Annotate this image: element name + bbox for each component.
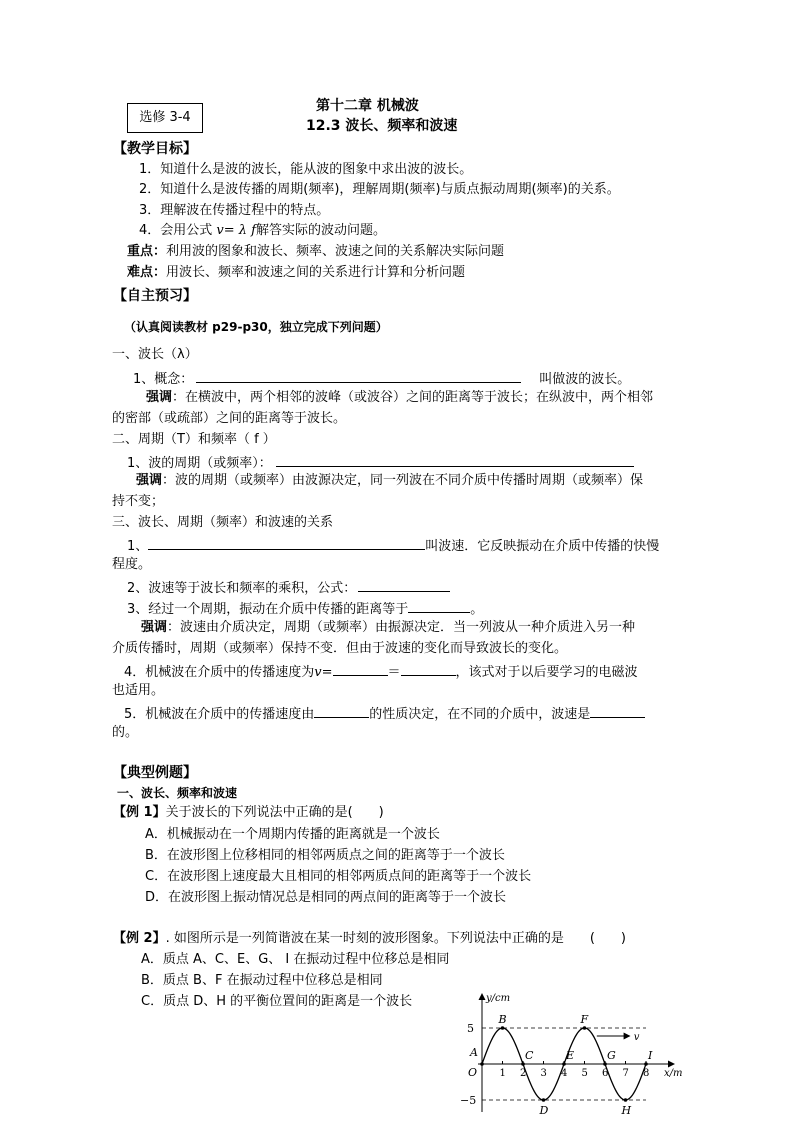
difficult-point-text: 用波长、频率和波速之间的关系进行计算和分析问题 bbox=[166, 265, 466, 280]
y-axis-label: y/cm bbox=[486, 993, 511, 1004]
relation-item-5-cont: 的。 bbox=[112, 725, 139, 740]
relation-item-4-suffix: ，该式对于以后要学习的电磁波 bbox=[455, 665, 638, 680]
wavelength-concept bbox=[133, 368, 630, 389]
emphasis-text: ：波速由介质决定，周期（或频率）由振源决定．当一列波从一种介质进入另一种 bbox=[167, 620, 636, 635]
relation-item-3-end: 。 bbox=[470, 602, 484, 617]
medium-blank[interactable] bbox=[314, 703, 369, 718]
difficult-point bbox=[127, 264, 465, 282]
preview-note: （认真阅读教材 p29-p30，独立完成下列问题） bbox=[124, 320, 388, 334]
x-tick-label: 5 bbox=[581, 1068, 588, 1079]
relation-item-5-mid: 的性质决定，在不同的介质中，波速是 bbox=[369, 707, 591, 722]
relation-item-5-text: 5．机械波在介质中的传播速度由 bbox=[124, 707, 315, 722]
x-tick-label: 4 bbox=[561, 1068, 568, 1079]
relation-item-2-text: 2、波速等于波长和频率的乘积，公式： bbox=[127, 581, 357, 596]
wave-point bbox=[562, 1062, 566, 1066]
distance-blank[interactable] bbox=[408, 598, 470, 613]
section-relation-title: 三、波长、周期（频率）和波速的关系 bbox=[112, 515, 334, 530]
emphasis-text: ：在横波中，两个相邻的波峰（或波谷）之间的距离等于波长；在纵波中，两个相邻 bbox=[172, 390, 654, 405]
velocity-label: v bbox=[633, 1032, 640, 1043]
example-2-label: 【例 2】 bbox=[113, 931, 166, 946]
relation-item-4-cont: 也适用。 bbox=[112, 683, 165, 698]
emphasis-label: 强调 bbox=[146, 390, 173, 405]
section-wavelength-title: 一、波长（λ） bbox=[112, 347, 198, 362]
speed-difference-blank[interactable] bbox=[590, 703, 645, 718]
wave-point bbox=[644, 1062, 648, 1066]
relation-emphasis-cont: 介质传播时，周期（或频率）保持不变．但由于波速的变化而导致波长的变化。 bbox=[112, 641, 568, 656]
emphasis-label: 强调 bbox=[136, 473, 163, 488]
x-tick-label: 8 bbox=[643, 1068, 650, 1079]
x-tick-label: 6 bbox=[602, 1068, 609, 1079]
goal-item-1: 1．知道什么是波的波长，能从波的图象中求出波的波长。 bbox=[139, 162, 473, 177]
x-tick-label: 7 bbox=[622, 1068, 629, 1079]
examples-heading: 【典型例题】 bbox=[113, 765, 197, 781]
examples-subheading: 一、波长、频率和波速 bbox=[117, 786, 238, 800]
goal-item-4-text-b: 解答实际的波动问题。 bbox=[255, 223, 386, 238]
speed-blank-2[interactable] bbox=[401, 661, 456, 676]
period-emphasis bbox=[136, 472, 643, 490]
point-label: A bbox=[470, 1046, 478, 1059]
wave-point bbox=[480, 1062, 484, 1066]
section-period-title: 二、周期（T）和频率（ f ） bbox=[112, 432, 276, 447]
chapter-title: 第十二章 机械波 bbox=[316, 98, 419, 114]
formula-blank[interactable] bbox=[358, 577, 450, 592]
speed-blank-1[interactable] bbox=[333, 661, 388, 676]
key-point bbox=[127, 243, 504, 261]
point-label: I bbox=[648, 1049, 653, 1062]
example-2-option-a: A．质点 A、C、E、G、 I 在振动过程中位移总是相同 bbox=[141, 952, 450, 967]
example-2-text: . 如图所示是一列简谐波在某一时刻的波形图象。下列说法中正确的是 ( ) bbox=[165, 931, 626, 946]
example-1-text: 关于波长的下列说法中正确的是( ) bbox=[165, 805, 384, 820]
v-symbol: v= bbox=[314, 665, 333, 680]
relation-item-4-text: 4．机械波在介质中的传播速度为 bbox=[124, 665, 315, 680]
period-item bbox=[127, 452, 634, 473]
y-tick-label: 5 bbox=[467, 1022, 474, 1035]
x-tick-label: 1 bbox=[499, 1068, 506, 1079]
x-tick-label: 2 bbox=[520, 1068, 527, 1079]
point-label: D bbox=[539, 1104, 549, 1117]
goal-item-2: 2．知道什么是波传播的周期(频率)，理解周期(频率)与质点振动周期(频率)的关系。 bbox=[139, 182, 620, 197]
relation-item-1 bbox=[127, 535, 659, 556]
wave-speed-definition-blank[interactable] bbox=[148, 535, 425, 550]
emphasis-text: ：波的周期（或频率）由波源决定，同一列波在不同介质中传播时周期（或频率）保 bbox=[162, 473, 644, 488]
wavelength-emphasis bbox=[146, 389, 653, 407]
point-label: H bbox=[621, 1104, 632, 1117]
difficult-point-label: 难点： bbox=[127, 265, 167, 280]
wavelength-concept-label: 1、概念： bbox=[133, 372, 194, 387]
preview-heading: 【自主预习】 bbox=[113, 288, 197, 304]
relation-item-2 bbox=[127, 577, 450, 598]
example-2-option-b: B．质点 B、F 在振动过程中位移总是相同 bbox=[141, 973, 383, 988]
example-2-option-c: C．质点 D、H 的平衡位置间的距离是一个波长 bbox=[141, 994, 413, 1009]
relation-item-1-cont: 程度。 bbox=[112, 557, 152, 572]
example-1-question bbox=[113, 804, 384, 822]
wave-point bbox=[542, 1098, 546, 1102]
point-label: E bbox=[566, 1049, 575, 1062]
example-1-option-c: C．在波形图上速度最大且相同的相邻两质点间的距离等于一个波长 bbox=[145, 869, 532, 884]
section-title: 12.3 波长、频率和波速 bbox=[306, 118, 458, 134]
elective-tag: 选修 3-4 bbox=[127, 103, 203, 133]
velocity-formula: v= λ f bbox=[216, 223, 256, 238]
point-label: C bbox=[525, 1049, 534, 1062]
relation-item-3 bbox=[127, 598, 483, 619]
key-point-text: 利用波的图象和波长、频率、波速之间的关系解决实际问题 bbox=[166, 244, 505, 259]
relation-emphasis bbox=[141, 619, 635, 637]
emphasis-label: 强调 bbox=[141, 620, 168, 635]
goal-item-4 bbox=[139, 222, 386, 240]
relation-item-5 bbox=[124, 703, 645, 724]
goal-item-4-text-a: 4．会用公式 bbox=[139, 223, 213, 238]
point-label: G bbox=[607, 1049, 616, 1062]
period-item-label: 1、波的周期（或频率）： bbox=[127, 456, 272, 471]
wavelength-emphasis-cont: 的密部（或疏部）之间的距离等于波长。 bbox=[112, 411, 347, 426]
relation-item-4 bbox=[124, 661, 638, 682]
point-label: F bbox=[580, 1013, 589, 1026]
equals-sign: ＝ bbox=[387, 665, 401, 680]
period-emphasis-cont: 持不变； bbox=[112, 494, 165, 509]
wave-point bbox=[501, 1026, 505, 1030]
example-1-label: 【例 1】 bbox=[113, 805, 166, 820]
example-1-option-b: B．在波形图上位移相同的相邻两质点之间的距离等于一个波长 bbox=[145, 848, 505, 863]
key-point-label: 重点： bbox=[127, 244, 167, 259]
y-tick-label: −5 bbox=[460, 1094, 477, 1107]
goal-item-3: 3．理解波在传播过程中的特点。 bbox=[139, 203, 330, 218]
wavelength-concept-blank[interactable] bbox=[196, 368, 521, 383]
period-blank[interactable] bbox=[276, 452, 634, 467]
wave-point bbox=[583, 1026, 587, 1030]
example-2-question bbox=[113, 930, 626, 948]
origin-label: O bbox=[468, 1066, 478, 1079]
wave-point bbox=[521, 1062, 525, 1066]
example-1-option-d: D．在波形图上振动情况总是相同的两点间的距离等于一个波长 bbox=[145, 890, 507, 905]
relation-item-1-text: 叫波速．它反映振动在介质中传播的快慢 bbox=[425, 539, 660, 554]
wave-graph bbox=[456, 988, 696, 1118]
relation-item-3-text: 3、经过一个周期，振动在介质中传播的距离等于 bbox=[127, 602, 409, 617]
x-axis-label: x/m bbox=[664, 1068, 683, 1079]
wave-point bbox=[624, 1098, 628, 1102]
wavelength-concept-suffix: 叫做波的波长。 bbox=[539, 372, 631, 387]
wave-point bbox=[603, 1062, 607, 1066]
relation-item-1-num: 1、 bbox=[127, 539, 149, 554]
point-label: B bbox=[498, 1013, 507, 1026]
goals-heading: 【教学目标】 bbox=[113, 141, 197, 157]
example-1-option-a: A．机械振动在一个周期内传播的距离就是一个波长 bbox=[145, 827, 440, 842]
x-tick-label: 3 bbox=[540, 1068, 547, 1079]
